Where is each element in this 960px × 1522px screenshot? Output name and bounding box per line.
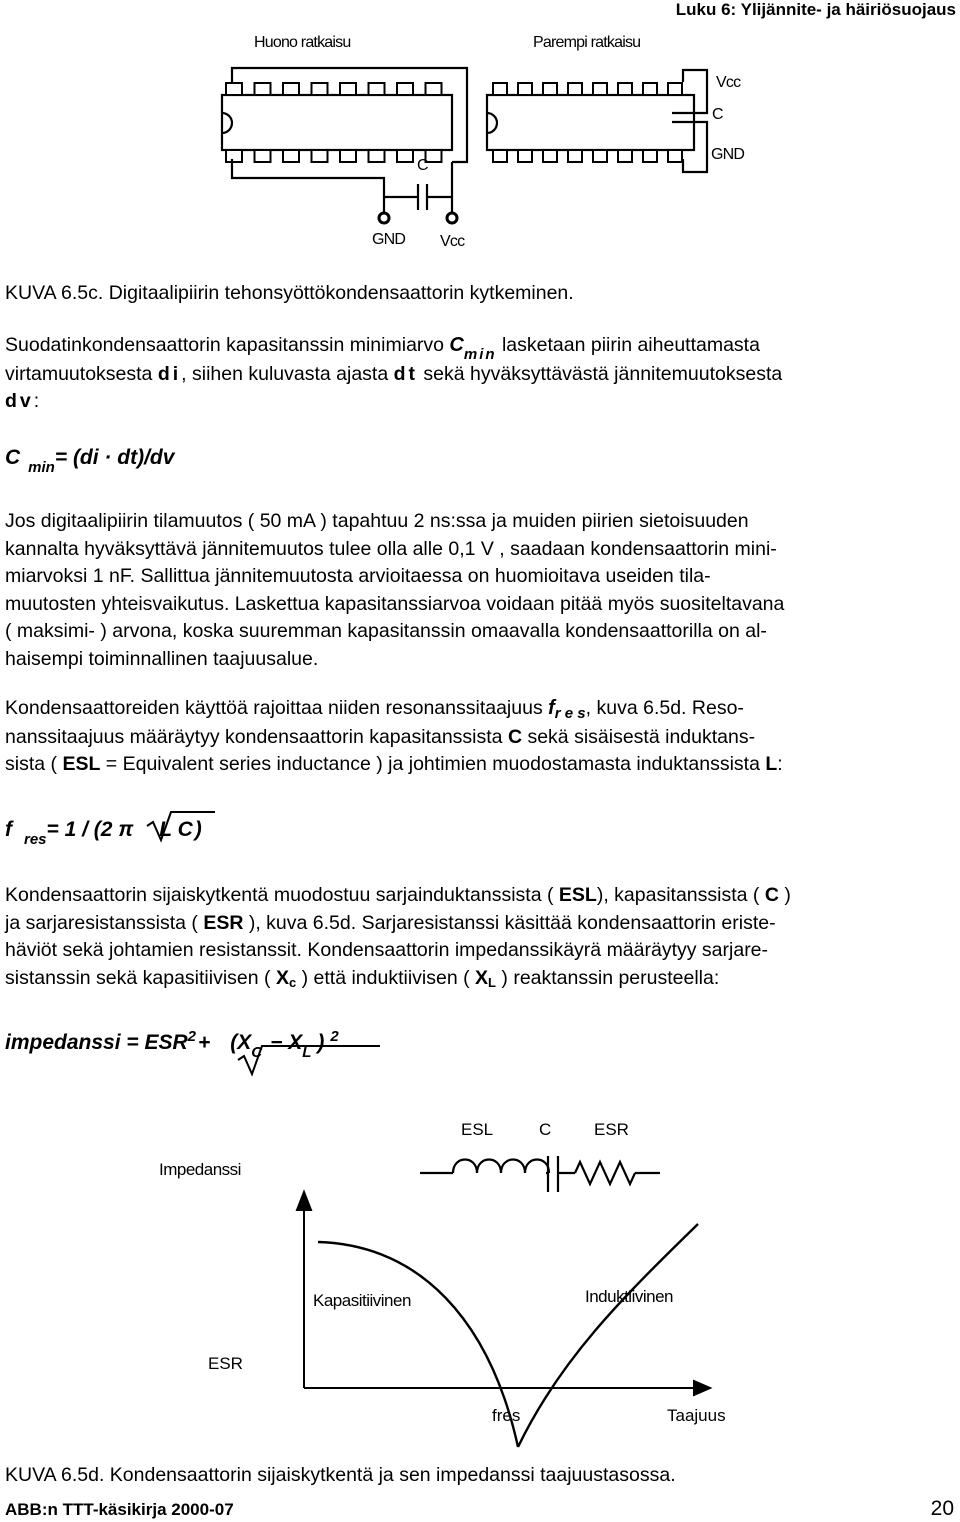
cmin-symbol: C [449, 334, 464, 356]
dt-symbol: dt [393, 362, 419, 385]
p2-line2: kannalta hyväksyttävä jännitemuutos tulee olla alle 0,1 V , saadaan kondensaattorin mini- [5, 537, 777, 560]
ic-pin [668, 150, 682, 162]
p3-line1a: Kondensaattoreiden käyttöä rajoittaa niiden resonanssitaajuus [5, 697, 549, 719]
bad-solution-label: Huono ratkaisu [254, 34, 351, 51]
ic-pin [369, 150, 385, 162]
p4-line2c: ), kuva 6.5d. Sarjaresistanssi käsittää kondensaattorin eriste- [243, 911, 776, 934]
formula3-close: ) [317, 1031, 325, 1054]
p4-line1a: Kondensaattorin sijaiskytkentä muodostuu sarjainduktanssista ( [5, 884, 559, 906]
frequency-axis-label: Taajuus [667, 1406, 726, 1425]
formula1-rhs: = (di · dt)/dv [54, 446, 175, 469]
formula3-minus: − X [270, 1031, 303, 1054]
ic-pin [369, 83, 385, 95]
ic-pin [426, 83, 442, 95]
fres-subscript: r e s [554, 705, 586, 722]
figure-c-caption: KUVA 6.5c. Digitaalipiirin tehonsyöttökondensaattorin kytkeminen. [5, 282, 574, 304]
p2-line3: miarvoksi 1 nF. Sallittua jännitemuutosta arvioitaessa on huomioitava useiden tila- [5, 565, 711, 587]
p4-line2a: ja sarjaresistanssista ( [5, 911, 204, 934]
c-label: C [539, 1120, 552, 1139]
formula2-eq: = 1 / (2 π [46, 818, 134, 841]
footer-book: ABB:n TTT-käsikirja 2000-07 [5, 1500, 234, 1519]
formula3-sup: 2 [187, 1028, 196, 1045]
capacitive-label: Kapasitiivinen [313, 1291, 411, 1310]
inductive-label: Induktiivinen [585, 1287, 674, 1306]
p4-xl-sub: L [488, 974, 496, 990]
formula3-sup2: 2 [330, 1028, 339, 1045]
p3-esl: ESL [62, 753, 101, 775]
formula2-radicand: L C [159, 818, 193, 841]
ic-pin [543, 150, 557, 162]
ic-pin [643, 83, 657, 95]
formula2-lhs: f [5, 818, 12, 841]
ic-pin [568, 150, 582, 162]
esl-label: ESL [461, 1120, 494, 1139]
ic-pin [668, 83, 682, 95]
p4-xc: X [275, 966, 289, 989]
p4-line4a: sistanssin sekä kapasitiivisen ( [5, 966, 276, 989]
ic-pin [518, 150, 532, 162]
p3-line3e: : [777, 753, 783, 775]
better-solution-label: Parempi ratkaisu [533, 34, 641, 51]
fres-label: fres [492, 1406, 521, 1425]
ic-pin [593, 150, 607, 162]
impedance-axis-label: Impedanssi [159, 1160, 241, 1179]
esr-resistor [575, 1162, 635, 1184]
ic-pin [340, 83, 356, 95]
p3-line2c: sekä sisäisestä induktans- [522, 725, 756, 748]
bad-gnd-wire [232, 159, 384, 213]
ic-pin [493, 83, 507, 95]
esr-level-label: ESR [208, 1354, 243, 1373]
formula2-close: ) [194, 818, 202, 841]
p3-line3a: sista ( [5, 753, 63, 775]
p1-line2b: , siihen kuluvasta ajasta [181, 362, 394, 385]
formula3-lhs: impedanssi = ESR [5, 1031, 188, 1054]
bad-vcc-terminal [447, 213, 457, 223]
left-gnd-label: GND [372, 231, 406, 248]
ic-pin [226, 150, 242, 162]
p4-line3: häviöt sekä johtamien resistanssit. Kondensaattorin impedanssikäyrä määräytyy sarjare- [5, 939, 769, 961]
p4-line1c: ), kapasitanssista ( [596, 884, 765, 906]
di-symbol: di [157, 362, 182, 385]
p1-line3: : [33, 390, 40, 412]
p2-line1: Jos digitaalipiirin tilamuutos ( 50 mA ) tapahtuu 2 ns:ssa ja muiden piirien sietoisuuden [5, 510, 749, 532]
p3-line1b: , kuva 6.5d. Reso- [585, 697, 744, 719]
right-c-label: C [712, 106, 723, 123]
capacitive-curve [318, 1242, 521, 1447]
equivalent-circuit [420, 1156, 660, 1192]
p3-line2a: nanssitaajuus määräytyy kondensaattorin kapasitanssista [5, 725, 508, 748]
p2-line4: muutosten yhteisvaikutus. Laskettua kapasitanssiarvoa voidaan pitää myös suositeltavana [5, 592, 785, 615]
p1-line2a: virtamuutoksesta [5, 362, 158, 385]
p2-line5: ( maksimi- ) arvona, koska suuremman kapasitanssin omaavalla kondensaattorilla on al- [5, 620, 767, 642]
paragraph-4 [5, 882, 940, 993]
right-ic-body [487, 95, 694, 150]
p3-c-symbol: C [507, 725, 523, 748]
paragraph-3 [5, 695, 940, 779]
paragraph-2 [5, 508, 940, 673]
formula1-lhs: C [5, 446, 21, 469]
ic-pin [397, 150, 413, 162]
p4-esl: ESL [558, 884, 597, 906]
ic-pin [568, 83, 582, 95]
ic-pin [283, 83, 299, 95]
ic-pin [643, 150, 657, 162]
p4-line4g: ) reaktanssin perusteella: [496, 966, 720, 989]
p1-line2c: sekä hyväksyttävästä jännitemuutoksesta [418, 362, 783, 385]
ic-pin [618, 83, 632, 95]
figure-d-caption: KUVA 6.5d. Kondensaattorin sijaiskytkentä ja sen impedanssi taajuustasossa. [5, 1464, 676, 1486]
ic-pin [543, 83, 557, 95]
ic-pin [518, 83, 532, 95]
p4-esr: ESR [203, 911, 244, 934]
formula3-xc: C [251, 1044, 263, 1061]
formula-cmin [5, 446, 175, 476]
p4-line4d: ) että induktiivisen ( [296, 966, 476, 989]
left-ic-body [222, 95, 452, 150]
page-number: 20 [930, 1497, 954, 1520]
left-c-label: C [417, 157, 428, 174]
fres-symbol: f [548, 697, 555, 719]
dv-symbol: dv [5, 390, 34, 412]
ic-pin [618, 150, 632, 162]
formula-impedance [5, 1028, 339, 1061]
right-vcc-label: Vcc [716, 74, 741, 91]
formula2-sub: res [24, 831, 47, 848]
p1-line1b: lasketaan piirin aiheuttamasta [496, 334, 760, 356]
p3-line3c: = Equivalent series inductance ) ja johtimien muodostamasta induktanssista [100, 753, 766, 775]
ic-pin [312, 83, 328, 95]
paragraph-1 [5, 332, 940, 416]
chapter-header: Luku 6: Ylijännite- ja häiriösuojaus [675, 0, 956, 19]
ic-pin [493, 150, 507, 162]
formula3-plus: + [198, 1031, 211, 1054]
p4-xc-sub: c [288, 974, 297, 990]
ic-pin [312, 150, 328, 162]
ic-pin [255, 150, 271, 162]
p1-line1a: Suodatinkondensaattorin kapasitanssin minimiarvo [5, 334, 450, 356]
right-gnd-label: GND [711, 146, 745, 163]
ic-pin [593, 83, 607, 95]
cmin-subscript: min [463, 346, 497, 363]
ic-pin [226, 83, 242, 95]
p3-l-symbol: L [765, 753, 778, 775]
formula3-xl: L [302, 1044, 312, 1061]
left-vcc-label: Vcc [440, 233, 465, 250]
formula1-sub: min [28, 459, 55, 476]
formula3-x: (X [230, 1031, 252, 1054]
p4-xl: X [475, 966, 489, 989]
bad-gnd-terminal [379, 213, 389, 223]
esl-inductor [453, 1160, 549, 1174]
p2-line6: haisempi toiminnallinen taajuusalue. [5, 647, 319, 670]
ic-pin [397, 83, 413, 95]
ic-pin [340, 150, 356, 162]
ic-pin [283, 150, 299, 162]
esr-label: ESR [594, 1120, 629, 1139]
ic-pin [255, 83, 271, 95]
formula-fres [5, 818, 202, 848]
p4-line1e: ) [778, 884, 791, 906]
p4-c: C [764, 884, 779, 906]
